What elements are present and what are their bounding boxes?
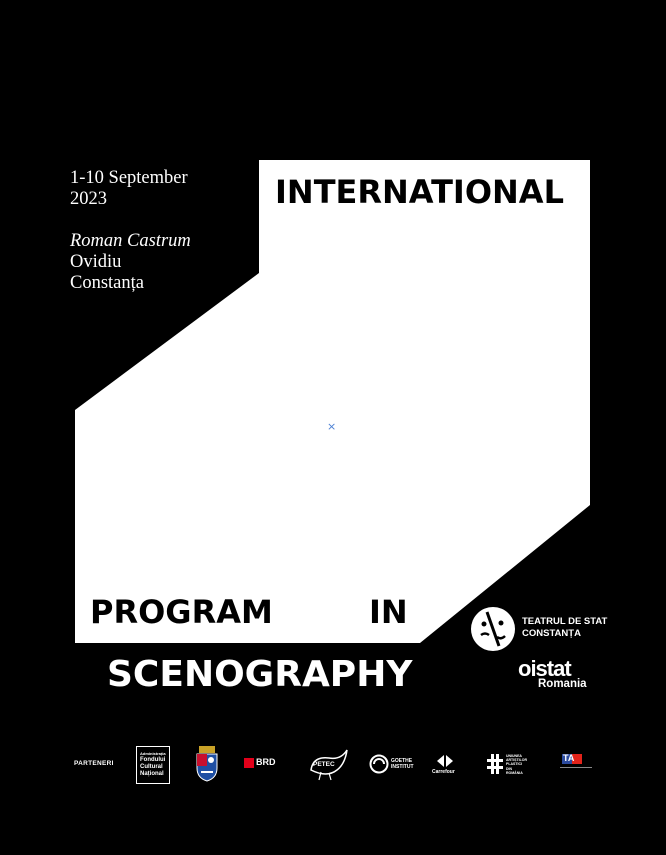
petec-logo [307, 748, 351, 782]
year-text: 2023 [70, 189, 107, 209]
afcn-line3: Cultural [140, 764, 163, 770]
goethe-circle-icon [369, 754, 389, 774]
goethe-institut-logo [369, 754, 415, 776]
brd-logo [244, 757, 284, 777]
uap-line5: ROMÂNIA [506, 770, 523, 775]
venue-line2-text: Ovidiu [70, 252, 122, 272]
city-text: Constanța [70, 273, 144, 293]
dates-text: 1-10 September [70, 168, 188, 188]
carrefour-icon [435, 754, 455, 768]
goethe-line2: INSTITUT [391, 764, 414, 770]
brd-label: BRD [256, 757, 276, 767]
partners-label: PARTENERI [74, 760, 114, 767]
afcn-logo [136, 746, 170, 784]
venue-text: Roman Castrum [70, 231, 191, 251]
oistat-wordmark: oistat [518, 656, 571, 681]
teatrul-de-stat-logo [470, 606, 608, 652]
teatru-line2: CONSTANȚA [522, 628, 581, 639]
title-in: IN [369, 593, 408, 631]
teatru-label [522, 616, 607, 640]
mask-icon [470, 606, 516, 652]
title-program: PROGRAM [90, 593, 273, 631]
goethe-line1: GOETHE [391, 758, 413, 764]
ta-subline [560, 767, 592, 768]
carrefour-logo [432, 754, 458, 778]
center-marker: × [327, 420, 337, 433]
uap-hash-icon [486, 753, 504, 775]
ta-logo [560, 754, 594, 776]
uap-line3: PLASTICI [506, 762, 522, 767]
uap-line1: UNIUNEA [506, 754, 522, 758]
ta-label: TA [563, 753, 575, 763]
afcn-line4: Național [140, 771, 164, 777]
constanta-coat-of-arms-icon [195, 746, 219, 782]
teatru-line1: TEATRUL DE STAT [522, 616, 608, 627]
title-scenography: SCENOGRAPHY [107, 654, 413, 695]
event-dates [70, 168, 188, 210]
afcn-line2: Fondului [140, 757, 166, 763]
uap-line4: DIN [506, 766, 513, 771]
uap-line2: ARTIȘTILOR [506, 758, 527, 763]
event-location [70, 231, 191, 294]
oistat-logo [516, 656, 596, 696]
petec-label: PETEC [313, 761, 335, 768]
afcn-line1: Administrația [140, 751, 166, 756]
carrefour-label: Carrefour [432, 769, 455, 775]
uap-logo [486, 753, 530, 779]
oistat-romania: Romania [538, 678, 587, 690]
title-international: INTERNATIONAL [275, 173, 564, 211]
brd-square-icon [244, 758, 254, 768]
